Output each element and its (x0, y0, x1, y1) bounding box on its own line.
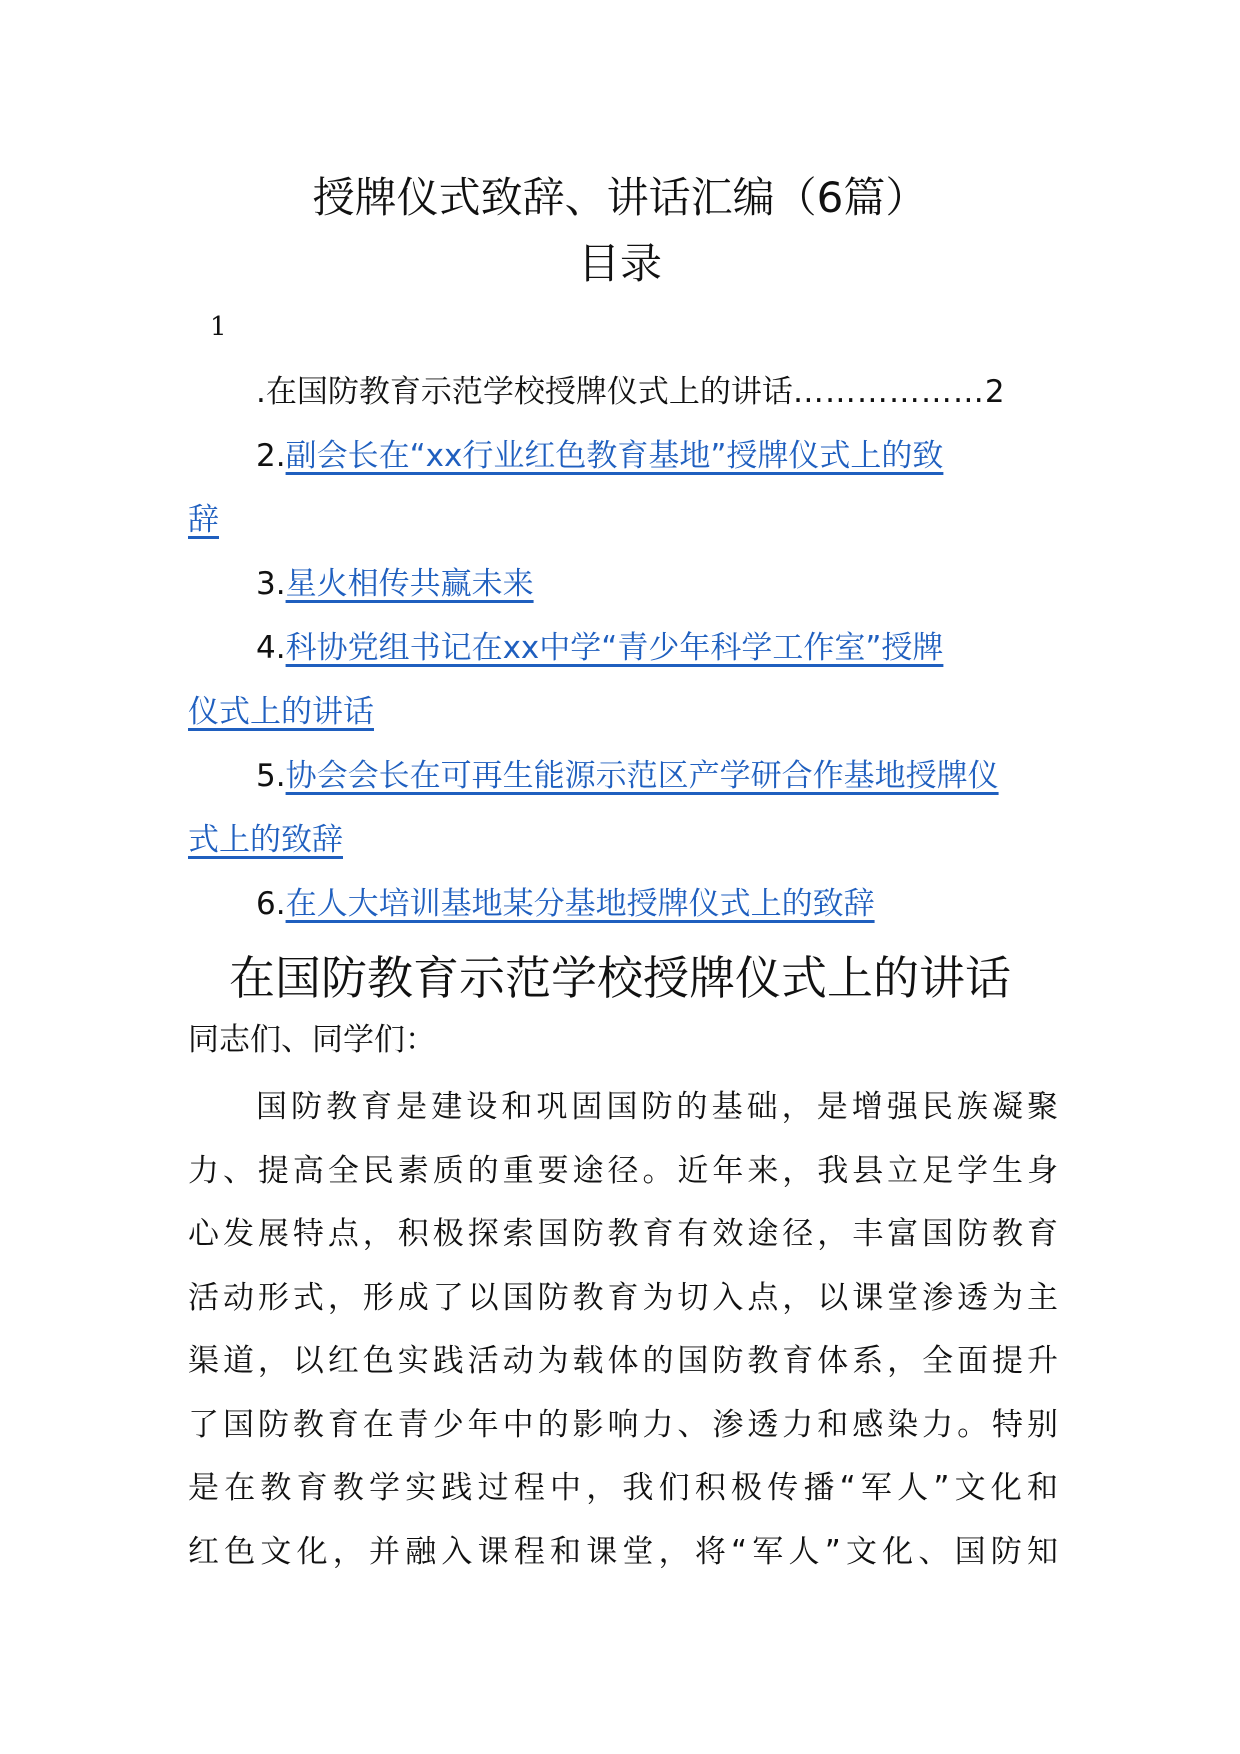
toc-item-1-page: 2 (984, 374, 1005, 410)
toc-item-5 (188, 744, 1058, 872)
table-of-contents (188, 360, 1058, 936)
article-salutation: 同志们、同学们： (188, 1022, 436, 1058)
article-heading: 在国防教育示范学校授牌仪式上的讲话 (229, 951, 1011, 1005)
toc-item-6-link[interactable]: 在人大培训基地某分基地授牌仪式上的致辞 (285, 886, 875, 922)
body-line: 活动形式，形成了以国防教育为切入点，以课堂渗透为主 (188, 1279, 1058, 1316)
toc-item-4-link[interactable]: 科协党组书记在xx中学“青少年科学工作室”授牌 (285, 630, 944, 666)
toc-item-4-link-cont[interactable]: 仪式上的讲话 (188, 694, 374, 730)
toc-item-2-link-cont[interactable]: 辞 (188, 502, 219, 538)
toc-item-3 (188, 552, 1058, 616)
toc-item-2-link[interactable]: 副会长在“xx行业红色教育基地”授牌仪式上的致 (285, 438, 944, 474)
toc-item-5-number: 5. (256, 758, 286, 794)
body-line: 国防教育是建设和巩固国防的基础，是增强民族凝聚 (256, 1089, 1058, 1125)
toc-item-6 (188, 872, 1058, 936)
toc-item-5-link[interactable]: 协会会长在可再生能源示范区产学研合作基地授牌仪 (285, 758, 999, 794)
toc-item-1[interactable] (188, 360, 1058, 424)
toc-item-3-number: 3. (256, 566, 286, 602)
document-title: 授牌仪式致辞、讲话汇编（6篇） (312, 173, 928, 222)
toc-heading: 目录 (577, 239, 662, 288)
body-line: 力、提高全民素质的重要途径。近年来，我县立足学生身 (188, 1152, 1058, 1189)
toc-item-2-number: 2. (256, 438, 286, 474)
toc-item-3-link[interactable]: 星火相传共赢未来 (285, 566, 534, 602)
toc-item-4 (188, 616, 1058, 744)
body-line: 心发展特点，积极探索国防教育有效途径，丰富国防教育 (188, 1216, 1058, 1252)
body-line: 红色文化，并融入课程和课堂，将“军人”文化、国防知 (188, 1533, 1058, 1570)
toc-item-5-link-cont[interactable]: 式上的致辞 (188, 822, 343, 858)
page-marker: 1 (210, 312, 227, 342)
body-line: 渠道，以红色实践活动为载体的国防教育体系，全面提升 (188, 1343, 1058, 1379)
body-line: 了国防教育在青少年中的影响力、渗透力和感染力。特别 (188, 1406, 1058, 1443)
toc-item-4-number: 4. (256, 630, 286, 666)
toc-item-1-leader: ……………… (792, 374, 985, 410)
toc-item-2 (188, 424, 1058, 552)
article-body (188, 1076, 1058, 1584)
toc-item-1-text: .在国防教育示范学校授牌仪式上的讲话 (256, 374, 793, 410)
toc-item-6-number: 6. (256, 886, 286, 922)
body-line: 是在教育教学实践过程中，我们积极传播“军人”文化和 (188, 1470, 1058, 1506)
